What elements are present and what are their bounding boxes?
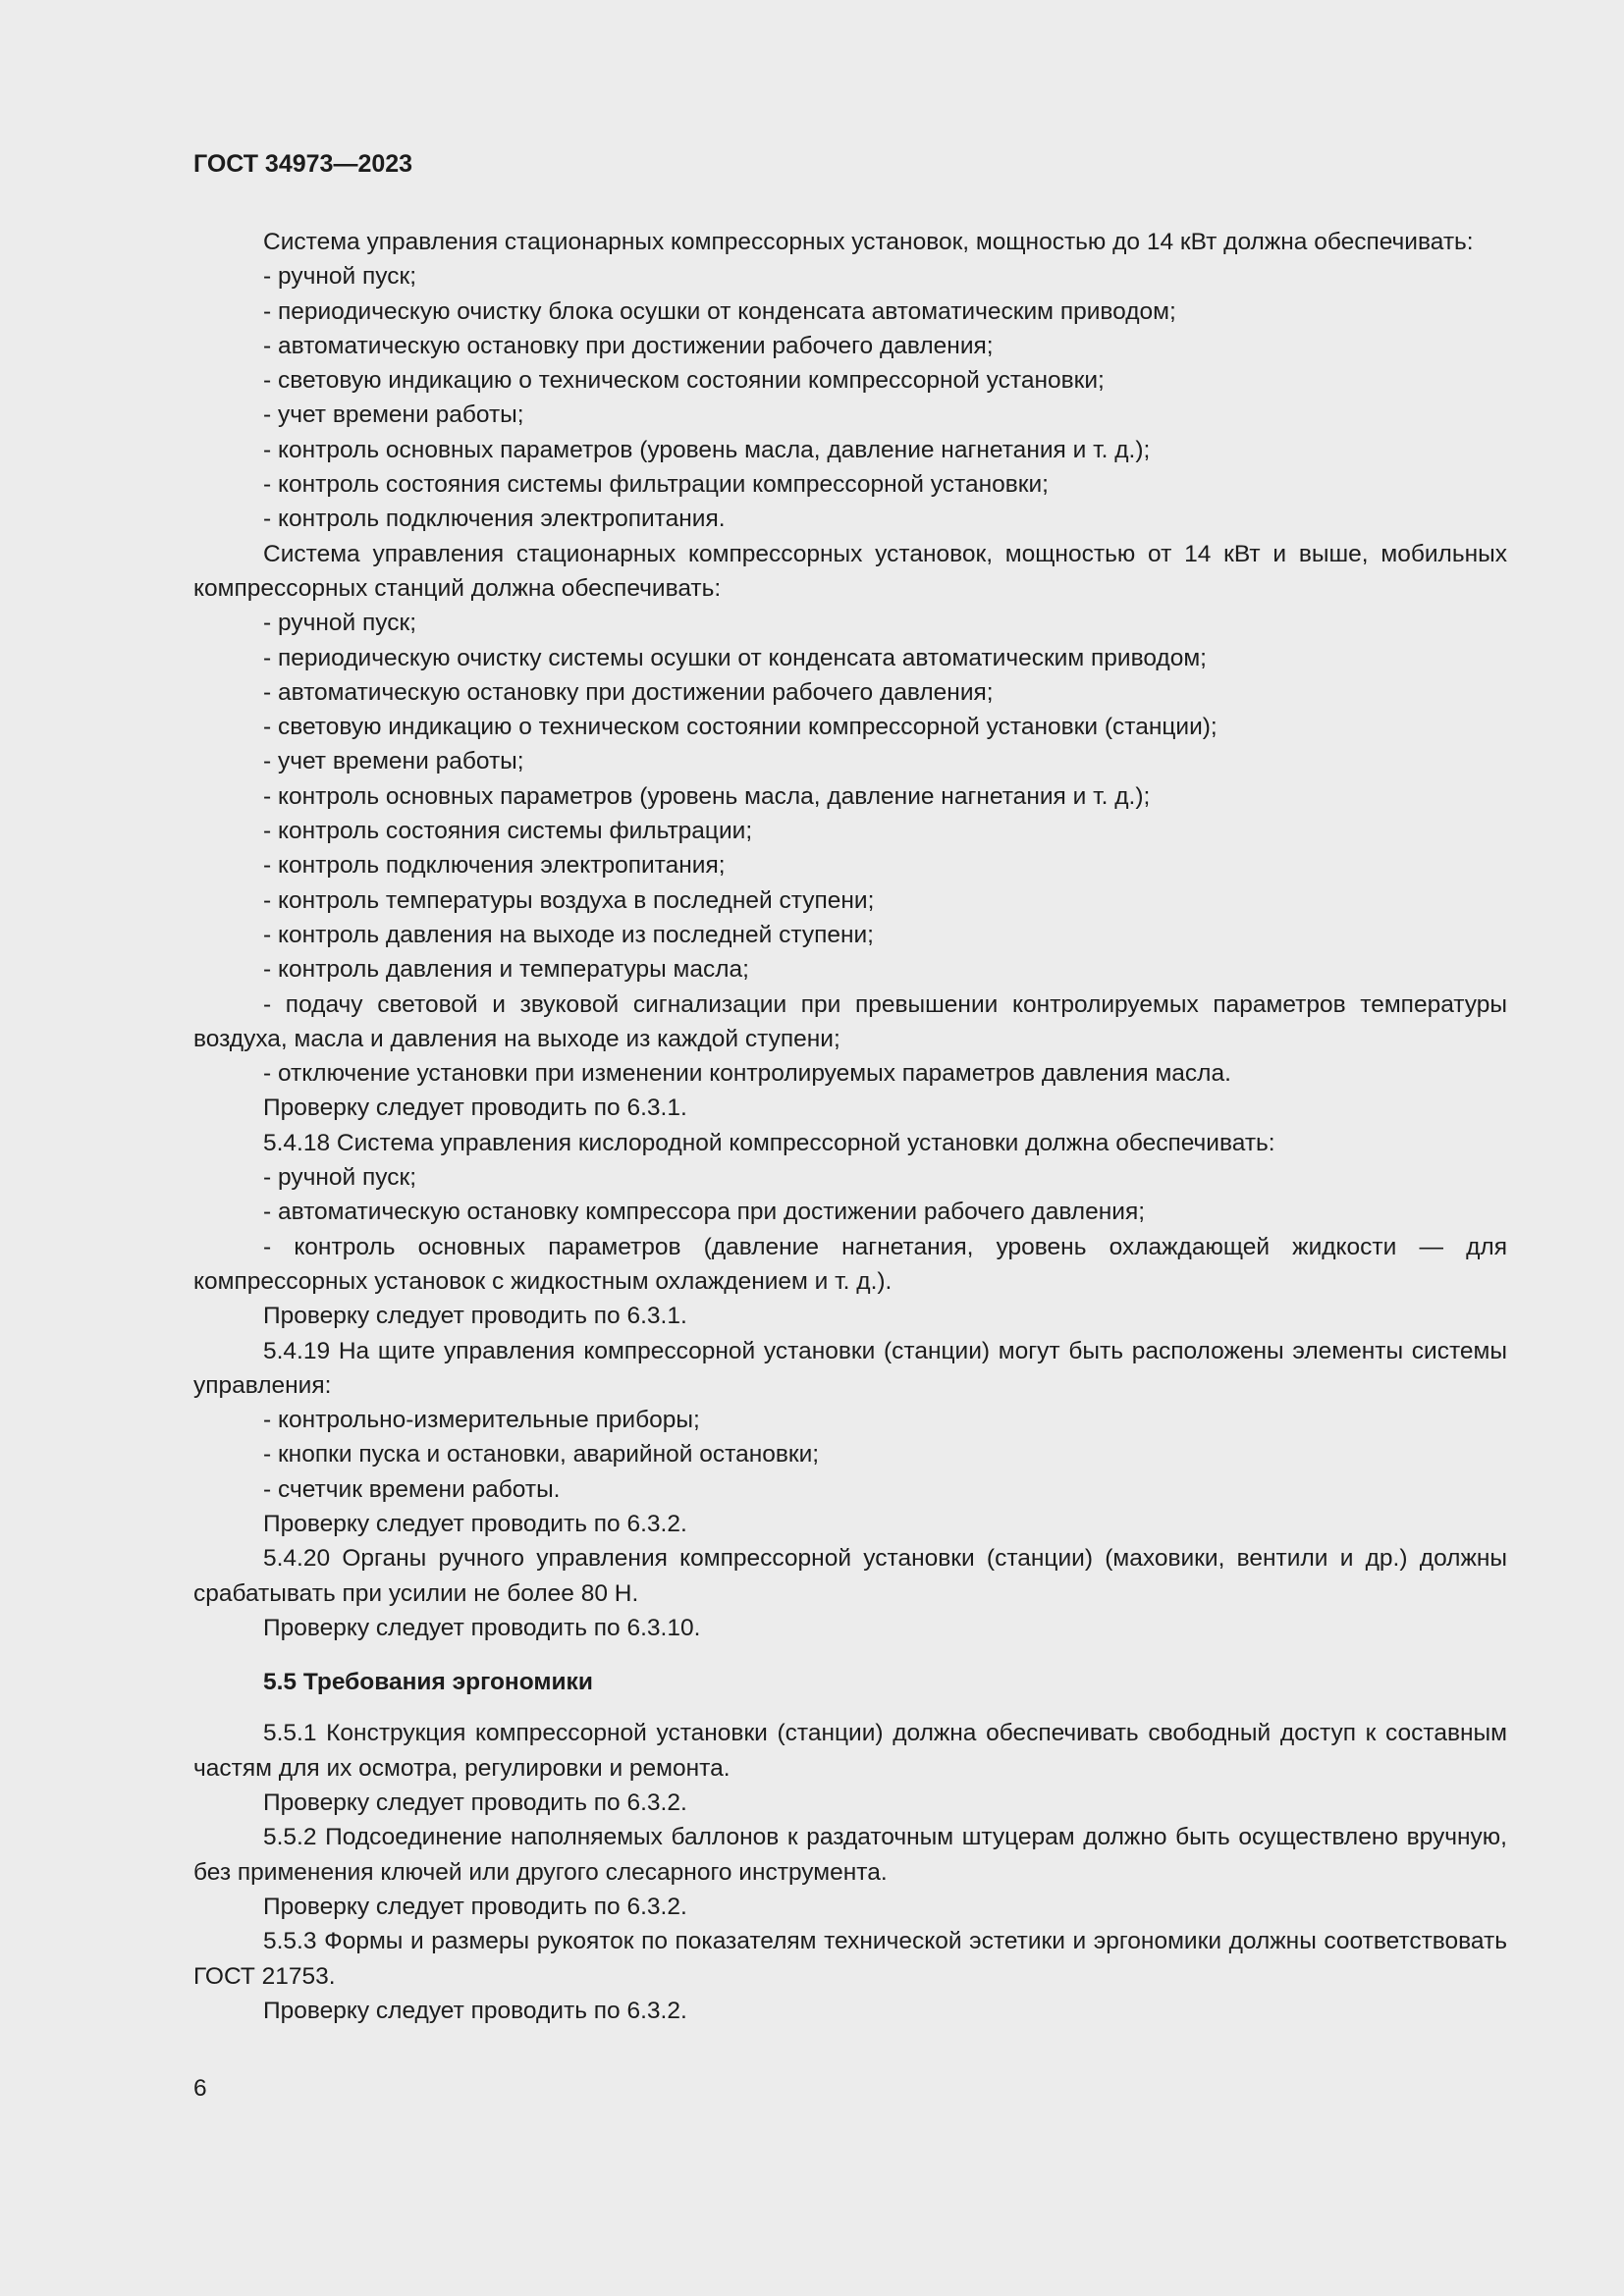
- list-item: - периодическую очистку блока осушки от конденсата автоматическим приводом;: [263, 297, 1176, 325]
- list-item: - подачу световой и звуковой сигнализации при превышении контролируемых параметров температуры воздуха, масла и давления на выходе из каждой ступени;: [193, 990, 1507, 1052]
- list-item: - контроль основных параметров (уровень масла, давление нагнетания и т. д.);: [263, 436, 1151, 463]
- list-item: - контроль основных параметров (уровень масла, давление нагнетания и т. д.);: [263, 782, 1151, 810]
- paragraph: Проверку следует проводить по 6.3.1.: [263, 1095, 687, 1122]
- paragraph: 5.4.20 Органы ручного управления компрессорной установки (станции) (маховики, вентили и др.) должны срабатывать при усилии не более 80 Н.: [193, 1545, 1507, 1607]
- list-item: - контроль подключения электропитания;: [263, 852, 726, 880]
- list-item: - контроль основных параметров (давление нагнетания, уровень охлаждающей жидкости — для компрессорных установок с жидкостным охлаждением и т. д.).: [193, 1233, 1507, 1295]
- list-item: - автоматическую остановку при достижении рабочего давления;: [263, 332, 994, 359]
- paragraph: Проверку следует проводить по 6.3.2.: [263, 1789, 687, 1817]
- list-item: - контроль давления и температуры масла;: [263, 956, 749, 984]
- list-item: - световую индикацию о техническом состоянии компрессорной установки (станции);: [263, 714, 1218, 741]
- paragraph: Проверку следует проводить по 6.3.2.: [263, 1997, 687, 2024]
- paragraph: Система управления стационарных компрессорных установок, мощностью от 14 кВт и выше, мобильных компрессорных станций должна обеспечивать:: [193, 540, 1507, 602]
- paragraph: 5.5.2 Подсоединение наполняемых баллонов к раздаточным штуцерам должно быть осуществлено вручную, без применения ключей или другого слесарного инструмента.: [193, 1824, 1507, 1886]
- list-item: - автоматическую остановку компрессора при достижении рабочего давления;: [263, 1199, 1146, 1226]
- document-header: ГОСТ 34973—2023: [193, 150, 413, 178]
- document-body: [193, 225, 1507, 2028]
- paragraph: Проверку следует проводить по 6.3.10.: [263, 1614, 701, 1641]
- paragraph: Проверку следует проводить по 6.3.2.: [263, 1893, 687, 1920]
- list-item: - контрольно-измерительные приборы;: [263, 1407, 700, 1434]
- paragraph: 5.5.3 Формы и размеры рукояток по показателям технической эстетики и эргономики должны соответствовать ГОСТ 21753.: [193, 1928, 1507, 1990]
- list-item: - ручной пуск;: [263, 1164, 416, 1192]
- list-item: - периодическую очистку системы осушки от конденсата автоматическим приводом;: [263, 644, 1207, 671]
- list-item: - контроль состояния системы фильтрации компрессорной установки;: [263, 471, 1049, 499]
- page-number: 6: [193, 2075, 207, 2102]
- list-item: - контроль температуры воздуха в последней ступени;: [263, 886, 875, 914]
- list-item: - световую индикацию о техническом состоянии компрессорной установки;: [263, 367, 1105, 395]
- list-item: - кнопки пуска и остановки, аварийной остановки;: [263, 1441, 820, 1468]
- list-item: - учет времени работы;: [263, 748, 524, 775]
- paragraph: Проверку следует проводить по 6.3.2.: [263, 1510, 687, 1537]
- list-item: - ручной пуск;: [263, 610, 416, 637]
- section-heading: 5.5 Требования эргономики: [263, 1669, 593, 1696]
- list-item: - контроль давления на выходе из последней ступени;: [263, 921, 874, 948]
- paragraph: 5.5.1 Конструкция компрессорной установки (станции) должна обеспечивать свободный доступ к составным частям для их осмотра, регулировки и ремонта.: [193, 1720, 1507, 1782]
- list-item: - контроль подключения электропитания.: [263, 506, 726, 533]
- list-item: - отключение установки при изменении контролируемых параметров давления масла.: [263, 1060, 1231, 1088]
- list-item: - автоматическую остановку при достижении рабочего давления;: [263, 678, 994, 706]
- paragraph: 5.4.18 Система управления кислородной компрессорной установки должна обеспечивать:: [263, 1129, 1275, 1156]
- list-item: - контроль состояния системы фильтрации;: [263, 818, 753, 845]
- paragraph: 5.4.19 На щите управления компрессорной установки (станции) могут быть расположены элементы системы управления:: [193, 1337, 1507, 1399]
- list-item: - счетчик времени работы.: [263, 1475, 561, 1503]
- list-item: - учет времени работы;: [263, 401, 524, 429]
- paragraph: Проверку следует проводить по 6.3.1.: [263, 1303, 687, 1330]
- paragraph: Система управления стационарных компрессорных установок, мощностью до 14 кВт должна обеспечивать:: [263, 229, 1474, 255]
- list-item: - ручной пуск;: [263, 263, 416, 291]
